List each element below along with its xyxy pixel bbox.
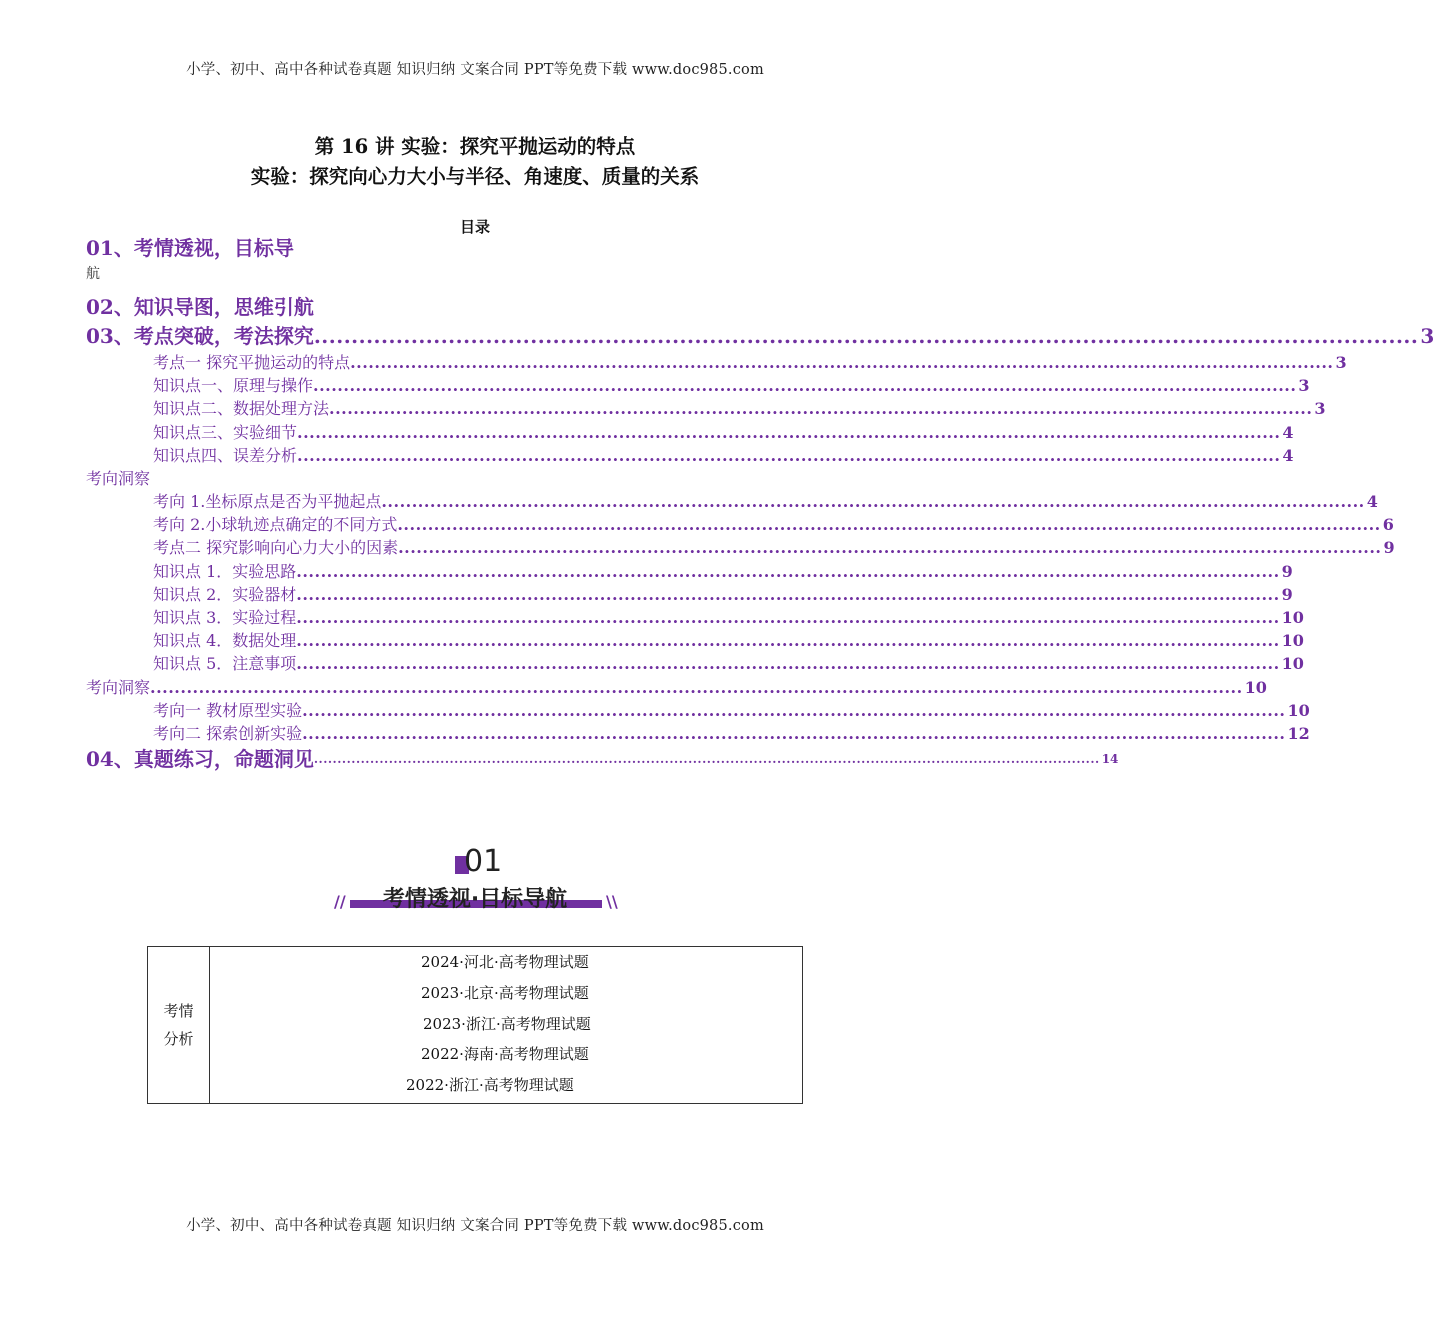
- toc-entry-knowledge-8[interactable]: 知识点 4．数据处理 .................................................................................................................................................................. 10: [86, 629, 866, 652]
- analysis-label-line-2: 分析: [163, 1029, 194, 1048]
- toc-page-number: 3: [1420, 324, 1434, 348]
- analysis-item: 2022·浙江·高考物理试题: [406, 1076, 574, 1095]
- leader-dots: ..................................................................................................................................................................: [302, 723, 1286, 743]
- leader-dots: ..................................................................................................................................................................: [297, 422, 1281, 442]
- title-line-2: 实验：探究向心力大小与半径、角速度、质量的关系: [250, 165, 700, 188]
- toc-entry-knowledge-1[interactable]: 知识点一、原理与操作 .................................................................................................................................................................. 3: [86, 374, 866, 397]
- leader-dots: ..................................................................................................................................................................: [296, 608, 1280, 628]
- analysis-item: 2024·河北·高考物理试题: [421, 953, 589, 971]
- leader-dots: ..................................................................................................................................................................: [313, 376, 1297, 396]
- title-line-1: 第 16 讲 实验：探究平抛运动的特点: [314, 135, 636, 158]
- toc-entry-direction-3[interactable]: 考向一 教材原型实验 .................................................................................................................................................................. 10: [86, 699, 866, 722]
- toc-page-number: 14: [1101, 752, 1119, 767]
- toc-heading: 目录: [459, 218, 490, 236]
- toc-entry-knowledge-5[interactable]: 知识点 1．实验思路 .................................................................................................................................................................. 9: [86, 560, 866, 583]
- slash-decoration-left: //: [334, 892, 346, 911]
- toc-page-number: 10: [1287, 700, 1310, 720]
- analysis-item: 2022·海南·高考物理试题: [421, 1045, 589, 1064]
- toc-entry-knowledge-9[interactable]: 知识点 5．注意事项 .................................................................................................................................................................. 10: [86, 652, 866, 675]
- toc-entry-knowledge-3[interactable]: 知识点三、实验细节 .................................................................................................................................................................. 4: [86, 421, 866, 444]
- toc-entry-knowledge-4[interactable]: 知识点四、误差分析 .................................................................................................................................................................. 4: [86, 444, 866, 467]
- leader-dots: ..................................................................................................................................................................: [350, 352, 1334, 372]
- toc-page-number: 12: [1287, 723, 1310, 743]
- leader-dots: ..................................................................................................................................................................: [296, 631, 1280, 651]
- toc-entry-knowledge-7[interactable]: 知识点 3．实验过程 .................................................................................................................................................................. 10: [86, 606, 866, 629]
- analysis-label-line-1: 考情: [163, 1001, 194, 1020]
- toc-page-number: 4: [1282, 445, 1294, 465]
- toc-page-number: 10: [1281, 631, 1304, 651]
- analysis-table: [147, 946, 803, 1104]
- toc-page-number: 3: [1335, 352, 1347, 372]
- toc-entry-04[interactable]: 04、真题练习，命题洞见 ........................................................................................................................................................................ 14: [86, 745, 866, 774]
- page-footer: 小学、初中、高中各种试卷真题 知识归纳 文案合同 PPT等免费下载 www.doc985.com: [186, 1218, 764, 1234]
- analysis-item: 2023·浙江·高考物理试题: [423, 1014, 591, 1033]
- toc-page-number: 3: [1314, 399, 1326, 419]
- table-of-contents: [86, 234, 1434, 774]
- toc-entry-direction-2[interactable]: 考向 2.小球轨迹点确定的不同方式 .................................................................................................................................................................. 6: [86, 513, 866, 536]
- toc-entry-03[interactable]: 03、考点突破，考法探究 .................................................................................................................................................... 3: [86, 322, 866, 351]
- leader-dots: ....................................................................................................................................................................................: [150, 677, 1243, 697]
- toc-page-number: 6: [1382, 515, 1394, 535]
- toc-entry-kaodian-2[interactable]: 考点二 探究影响向心力大小的因素 .................................................................................................................................................................. 9: [86, 537, 866, 560]
- leader-dots: ..................................................................................................................................................................: [381, 492, 1365, 512]
- section-number: 01: [464, 844, 503, 879]
- toc-page-number: 9: [1281, 561, 1293, 581]
- document-title: [0, 132, 950, 192]
- toc-entry-01[interactable]: 01、考情透视，目标导: [86, 236, 294, 260]
- section-title: 考情透视·目标导航: [382, 887, 568, 912]
- toc-entry-insight-1[interactable]: 考向洞察: [86, 468, 151, 488]
- leader-dots: ..................................................................................................................................................................: [297, 445, 1281, 465]
- toc-page-number: 10: [1281, 654, 1304, 674]
- toc-entry-insight-2[interactable]: 考向洞察 .................................................................................................................................................................................... 10: [86, 676, 866, 699]
- leader-dots: ..................................................................................................................................................................: [398, 538, 1382, 558]
- leader-dots: ..................................................................................................................................................................: [296, 584, 1280, 604]
- toc-entry-02[interactable]: 02、知识导图，思维引航: [86, 295, 314, 319]
- leader-dots: ..................................................................................................................................................................: [397, 515, 1381, 535]
- section-banner: [0, 838, 950, 928]
- leader-dots: ..................................................................................................................................................................: [302, 700, 1286, 720]
- toc-page-number: 3: [1298, 376, 1310, 396]
- leader-dots: ..................................................................................................................................................................: [296, 561, 1280, 581]
- page-header: 小学、初中、高中各种试卷真题 知识归纳 文案合同 PPT等免费下载 www.doc985.com: [186, 62, 764, 78]
- toc-page-number: 10: [1244, 677, 1267, 697]
- analysis-label-cell: [148, 947, 210, 1104]
- toc-page-number: 4: [1282, 422, 1294, 442]
- leader-dots: ....................................................................................................................................................: [313, 324, 1419, 348]
- toc-entry-knowledge-6[interactable]: 知识点 2．实验器材 .................................................................................................................................................................. 9: [86, 583, 866, 606]
- leader-dots: ..................................................................................................................................................................: [296, 654, 1280, 674]
- toc-page-number: 10: [1281, 608, 1304, 628]
- toc-entry-kaodian-1[interactable]: 考点一 探究平抛运动的特点 .................................................................................................................................................................. 3: [86, 351, 866, 374]
- toc-page-number: 9: [1281, 584, 1293, 604]
- analysis-items-cell: [210, 947, 803, 1104]
- leader-dots: ..................................................................................................................................................................: [329, 399, 1313, 419]
- toc-entry-direction-1[interactable]: 考向 1.坐标原点是否为平抛起点 .................................................................................................................................................................. 4: [86, 490, 866, 513]
- toc-entry-01-continuation: 航: [86, 266, 100, 282]
- analysis-item: 2023·北京·高考物理试题: [421, 983, 589, 1002]
- toc-entry-knowledge-2[interactable]: 知识点二、数据处理方法 .................................................................................................................................................................. 3: [86, 397, 866, 420]
- toc-page-number: 4: [1366, 492, 1378, 512]
- toc-page-number: 9: [1383, 538, 1395, 558]
- toc-entry-direction-4[interactable]: 考向二 探索创新实验 .................................................................................................................................................................. 12: [86, 722, 866, 745]
- slash-decoration-right: \\: [606, 892, 618, 911]
- leader-dots: ........................................................................................................................................................................: [313, 752, 1100, 767]
